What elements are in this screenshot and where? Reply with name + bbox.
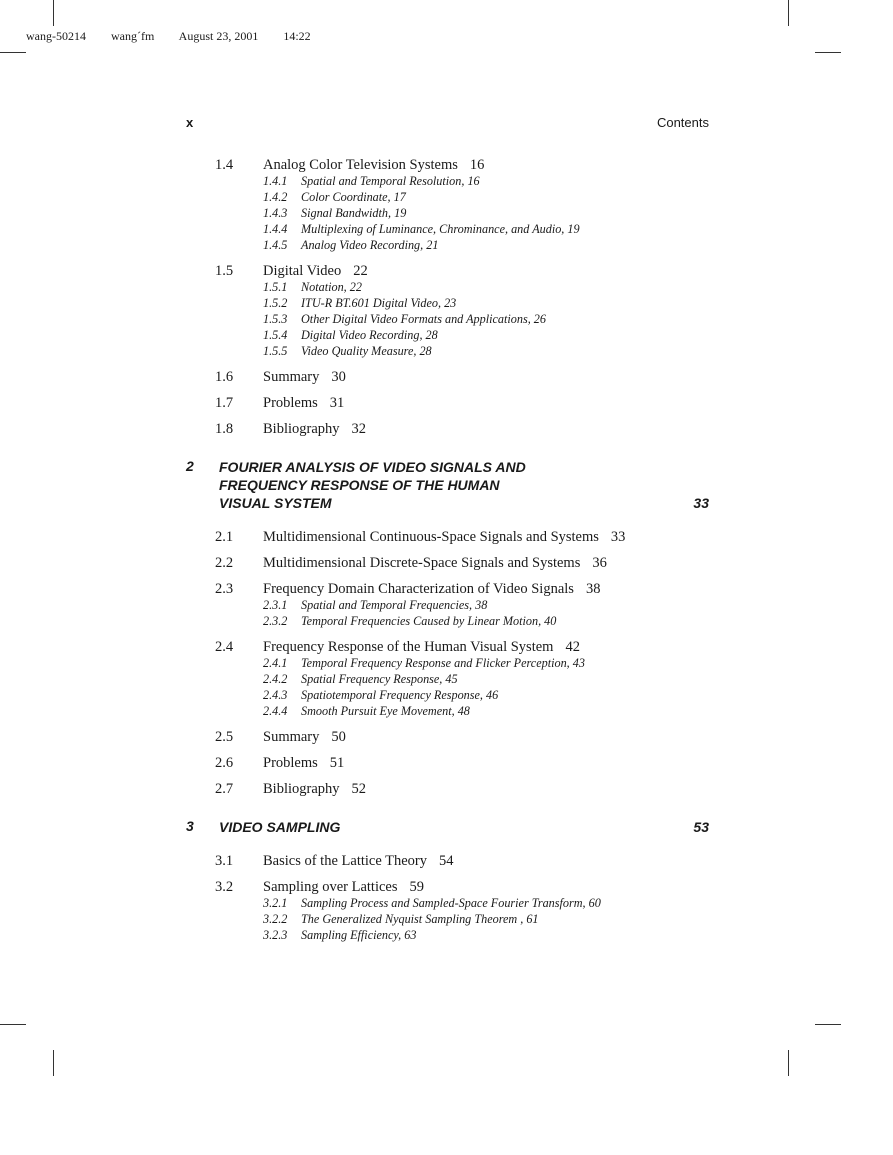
subsection-number: 2.3.1 <box>263 598 288 612</box>
table-of-contents <box>0 157 893 953</box>
crop-mark <box>815 1024 841 1025</box>
subsection-title: Spatial and Temporal Resolution, 16 <box>301 174 480 188</box>
toc-section <box>0 781 893 798</box>
chapter-title <box>219 458 549 512</box>
section-row <box>0 729 893 746</box>
section-row <box>0 879 893 896</box>
subsection-row <box>0 656 893 672</box>
subsection-number: 2.4.2 <box>263 672 288 686</box>
toc-section <box>0 157 893 254</box>
section-title: Analog Color Television Systems <box>263 157 458 173</box>
chapter-heading <box>0 458 893 512</box>
section-number: 3.1 <box>215 853 234 869</box>
section-title: Summary <box>263 729 320 745</box>
subsection-row <box>0 598 893 614</box>
section-row <box>0 263 893 280</box>
subsection-row <box>0 174 893 190</box>
section-title-group <box>263 755 344 772</box>
chapter-page: 53 <box>693 819 709 835</box>
section-number: 2.4 <box>215 639 234 655</box>
toc-section <box>0 853 893 870</box>
section-row <box>0 369 893 386</box>
section-number: 2.5 <box>215 729 234 745</box>
subsection-title: Smooth Pursuit Eye Movement, 48 <box>301 704 470 718</box>
section-number: 1.4 <box>215 157 234 173</box>
section-row <box>0 395 893 412</box>
section-page: 42 <box>565 639 580 655</box>
section-number: 1.8 <box>215 421 234 437</box>
chapter-page: 33 <box>693 495 709 511</box>
subsection-number: 1.4.4 <box>263 222 288 236</box>
toc-section <box>0 581 893 630</box>
subsection-row <box>0 296 893 312</box>
subsection-title: Spatiotemporal Frequency Response, 46 <box>301 688 499 702</box>
section-page: 51 <box>329 755 345 771</box>
section-title-group <box>263 729 346 746</box>
crop-mark <box>0 52 26 53</box>
toc-section <box>0 639 893 720</box>
section-page: 30 <box>331 369 346 385</box>
section-title-group <box>263 395 344 412</box>
subsection-number: 1.5.3 <box>263 312 288 326</box>
toc-section <box>0 879 893 944</box>
section-row <box>0 421 893 438</box>
section-number: 1.7 <box>215 395 234 411</box>
toc-section <box>0 395 893 412</box>
section-row <box>0 555 893 572</box>
chapter-heading <box>0 818 893 836</box>
subsection-number: 1.4.2 <box>263 190 288 204</box>
section-page: 22 <box>353 263 368 279</box>
subsection-row <box>0 328 893 344</box>
subsection-row <box>0 672 893 688</box>
section-row <box>0 529 893 546</box>
slug-file: wangˊfm <box>111 29 155 43</box>
subsection-number: 1.5.5 <box>263 344 288 358</box>
chapter-title-line: FOURIER ANALYSIS OF VIDEO SIGNALS AND <box>219 459 526 475</box>
subsection-title: Video Quality Measure, 28 <box>301 344 432 358</box>
crop-mark <box>788 0 789 26</box>
subsection-number: 1.5.1 <box>263 280 288 294</box>
subsection-row <box>0 312 893 328</box>
section-title-group <box>263 421 366 438</box>
section-title-group <box>263 639 580 656</box>
subsection-title: Sampling Efficiency, 63 <box>301 928 417 942</box>
section-row <box>0 853 893 870</box>
section-title: Multidimensional Discrete-Space Signals and Systems <box>263 555 581 571</box>
chapter-number: 2 <box>186 458 194 474</box>
section-page: 54 <box>439 853 454 869</box>
section-page: 31 <box>329 395 345 411</box>
section-title-group <box>263 879 424 896</box>
section-title: Basics of the Lattice Theory <box>263 853 428 869</box>
section-title: Problems <box>263 395 318 411</box>
subsection-number: 1.5.2 <box>263 296 288 310</box>
chapter-title <box>219 818 549 836</box>
section-row <box>0 755 893 772</box>
slug-date: August 23, 2001 <box>178 29 259 43</box>
section-page: 38 <box>585 581 601 597</box>
section-page: 59 <box>409 879 424 895</box>
slug-job-id: wang-50214 <box>26 29 86 43</box>
subsection-title: ITU-R BT.601 Digital Video, 23 <box>301 296 457 310</box>
subsection-title: Sampling Process and Sampled-Space Fourier Transform, 60 <box>301 896 601 910</box>
subsection-title: Notation, 22 <box>301 280 362 294</box>
section-title: Digital Video <box>263 263 342 279</box>
subsection-number: 1.4.5 <box>263 238 288 252</box>
section-title-group <box>263 263 368 280</box>
section-number: 2.2 <box>215 555 234 571</box>
section-number: 2.7 <box>215 781 234 797</box>
subsection-row <box>0 896 893 912</box>
toc-section <box>0 729 893 746</box>
section-page: 33 <box>610 529 626 545</box>
section-title: Bibliography <box>263 781 340 797</box>
crop-mark <box>788 1050 789 1076</box>
subsection-row <box>0 206 893 222</box>
section-title-group <box>263 157 484 174</box>
chapter-title-line: FREQUENCY RESPONSE OF THE HUMAN <box>219 477 500 493</box>
section-page: 36 <box>592 555 607 571</box>
chapter-title-line: VIDEO SAMPLING <box>219 819 341 835</box>
print-slug <box>26 29 333 44</box>
section-title: Bibliography <box>263 421 340 437</box>
section-title-group <box>263 781 366 798</box>
running-head <box>186 115 709 131</box>
page-number: x <box>186 115 194 130</box>
subsection-number: 3.2.2 <box>263 912 288 926</box>
subsection-title: Digital Video Recording, 28 <box>301 328 438 342</box>
toc-section <box>0 755 893 772</box>
section-title-group <box>263 581 600 598</box>
section-title-group <box>263 555 607 572</box>
subsection-row <box>0 614 893 630</box>
chapter-title-line: VISUAL SYSTEM <box>219 495 332 511</box>
crop-mark <box>0 1024 26 1025</box>
section-number: 2.1 <box>215 529 234 545</box>
toc-section <box>0 369 893 386</box>
crop-mark <box>815 52 841 53</box>
subsection-row <box>0 280 893 296</box>
section-title: Sampling over Lattices <box>263 879 398 895</box>
subsection-number: 2.4.1 <box>263 656 288 670</box>
subsection-title: Other Digital Video Formats and Applications, 26 <box>301 312 546 326</box>
section-title-group <box>263 529 625 546</box>
subsection-row <box>0 222 893 238</box>
subsection-title: Analog Video Recording, 21 <box>301 238 439 252</box>
toc-section <box>0 421 893 438</box>
subsection-number: 1.5.4 <box>263 328 288 342</box>
section-title: Frequency Response of the Human Visual System <box>263 639 554 655</box>
chapter-number: 3 <box>186 818 194 834</box>
section-page: 16 <box>469 157 485 173</box>
toc-section <box>0 529 893 546</box>
subsection-row <box>0 928 893 944</box>
section-page: 50 <box>331 729 346 745</box>
subsection-title: Temporal Frequencies Caused by Linear Motion, 40 <box>301 614 557 628</box>
subsection-title: Spatial Frequency Response, 45 <box>301 672 458 686</box>
section-title-group <box>263 853 454 870</box>
toc-section <box>0 263 893 360</box>
section-row <box>0 781 893 798</box>
subsection-row <box>0 704 893 720</box>
subsection-title: Multiplexing of Luminance, Chrominance, and Audio, 19 <box>301 222 580 236</box>
section-title: Frequency Domain Characterization of Video Signals <box>263 581 574 597</box>
subsection-number: 3.2.3 <box>263 928 288 942</box>
section-title: Multidimensional Continuous-Space Signals and Systems <box>263 529 599 545</box>
toc-section <box>0 555 893 572</box>
subsection-title: The Generalized Nyquist Sampling Theorem , 61 <box>301 912 539 926</box>
section-title-group <box>263 369 346 386</box>
section-number: 2.6 <box>215 755 234 771</box>
running-head-title: Contents <box>656 115 709 130</box>
section-title: Problems <box>263 755 318 771</box>
subsection-title: Color Coordinate, 17 <box>301 190 406 204</box>
crop-mark <box>53 0 54 26</box>
subsection-number: 1.4.3 <box>263 206 288 220</box>
section-page: 32 <box>351 421 367 437</box>
crop-mark <box>53 1050 54 1076</box>
subsection-title: Temporal Frequency Response and Flicker Perception, 43 <box>301 656 585 670</box>
subsection-title: Signal Bandwidth, 19 <box>301 206 407 220</box>
section-row <box>0 639 893 656</box>
section-number: 1.5 <box>215 263 234 279</box>
section-title: Summary <box>263 369 320 385</box>
section-number: 3.2 <box>215 879 234 895</box>
section-row <box>0 581 893 598</box>
subsection-row <box>0 344 893 360</box>
slug-time: 14:22 <box>283 29 311 43</box>
subsection-title: Spatial and Temporal Frequencies, 38 <box>301 598 488 612</box>
subsection-row <box>0 912 893 928</box>
subsection-row <box>0 238 893 254</box>
subsection-number: 1.4.1 <box>263 174 288 188</box>
section-number: 2.3 <box>215 581 234 597</box>
subsection-number: 2.4.4 <box>263 704 288 718</box>
section-page: 52 <box>351 781 367 797</box>
subsection-row <box>0 688 893 704</box>
subsection-number: 2.3.2 <box>263 614 288 628</box>
section-row <box>0 157 893 174</box>
subsection-row <box>0 190 893 206</box>
subsection-number: 3.2.1 <box>263 896 288 910</box>
section-number: 1.6 <box>215 369 234 385</box>
subsection-number: 2.4.3 <box>263 688 288 702</box>
